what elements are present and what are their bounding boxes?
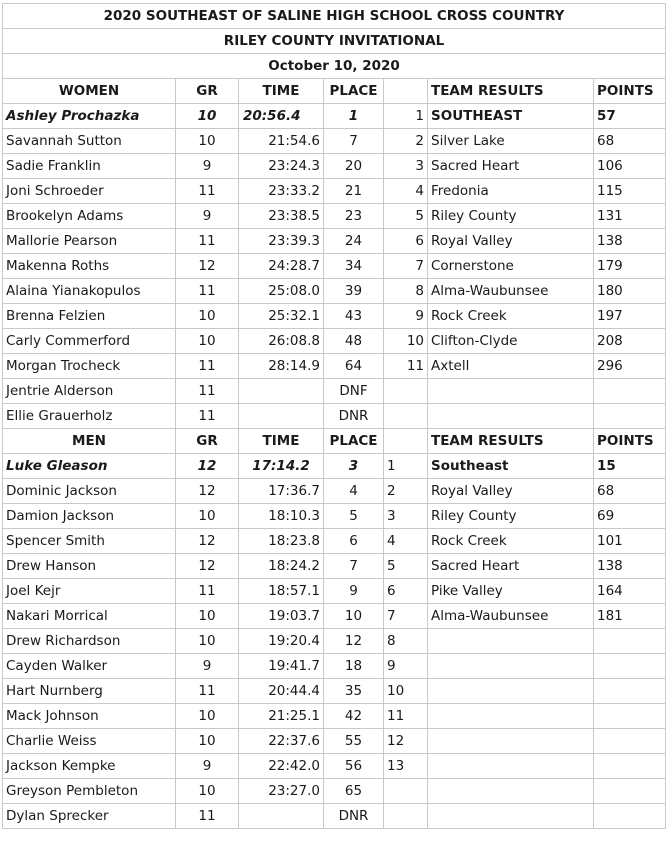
team-name: Silver Lake xyxy=(428,129,594,154)
runner-time: 19:03.7 xyxy=(239,604,324,629)
men-place-header: PLACE xyxy=(324,429,384,454)
runner-grade: 10 xyxy=(176,729,239,754)
team-name: Fredonia xyxy=(428,179,594,204)
team-points: 208 xyxy=(594,329,666,354)
men-grade-header: GR xyxy=(176,429,239,454)
women-runner-row xyxy=(3,279,666,304)
men-runner-row xyxy=(3,554,666,579)
team-rank: 2 xyxy=(384,129,428,154)
runner-time: 28:14.9 xyxy=(239,354,324,379)
runner-grade: 10 xyxy=(176,104,239,129)
women-time-header: TIME xyxy=(239,79,324,104)
runner-name: Dylan Sprecker xyxy=(3,804,176,829)
team-points: 179 xyxy=(594,254,666,279)
runner-grade: 12 xyxy=(176,529,239,554)
team-rank: 1 xyxy=(384,104,428,129)
runner-time: 23:27.0 xyxy=(239,779,324,804)
empty-cell xyxy=(594,654,666,679)
runner-grade: 9 xyxy=(176,204,239,229)
runner-grade: 11 xyxy=(176,354,239,379)
women-runner-row xyxy=(3,129,666,154)
runner-time xyxy=(239,404,324,429)
team-points: 180 xyxy=(594,279,666,304)
scoring-rank: 10 xyxy=(384,679,428,704)
runner-place: 9 xyxy=(324,579,384,604)
men-runner-row xyxy=(3,504,666,529)
runner-name: Jentrie Alderson xyxy=(3,379,176,404)
runner-place: DNR xyxy=(324,804,384,829)
men-runner-row xyxy=(3,779,666,804)
runner-name: Damion Jackson xyxy=(3,504,176,529)
runner-time: 20:56.4 xyxy=(239,104,324,129)
runner-place: 10 xyxy=(324,604,384,629)
empty-cell xyxy=(428,629,594,654)
team-points: 131 xyxy=(594,204,666,229)
women-name-header: WOMEN xyxy=(3,79,176,104)
men-runner-row xyxy=(3,629,666,654)
runner-place: 42 xyxy=(324,704,384,729)
runner-place: 23 xyxy=(324,204,384,229)
runner-time: 23:38.5 xyxy=(239,204,324,229)
empty-cell xyxy=(384,779,428,804)
men-runner-row xyxy=(3,729,666,754)
team-name: Axtell xyxy=(428,354,594,379)
runner-place: 18 xyxy=(324,654,384,679)
scoring-rank: 1 xyxy=(384,454,428,479)
team-name: Royal Valley xyxy=(428,229,594,254)
team-rank: 10 xyxy=(384,329,428,354)
runner-place: 24 xyxy=(324,229,384,254)
runner-name: Ashley Prochazka xyxy=(3,104,176,129)
runner-place: 12 xyxy=(324,629,384,654)
runner-name: Brenna Felzien xyxy=(3,304,176,329)
runner-name: Savannah Sutton xyxy=(3,129,176,154)
runner-time: 26:08.8 xyxy=(239,329,324,354)
team-name: Clifton-Clyde xyxy=(428,329,594,354)
runner-time: 18:10.3 xyxy=(239,504,324,529)
runner-time: 23:33.2 xyxy=(239,179,324,204)
men-team-header: TEAM RESULTS xyxy=(428,429,594,454)
empty-cell xyxy=(428,704,594,729)
runner-place: 5 xyxy=(324,504,384,529)
team-name: Sacred Heart xyxy=(428,554,594,579)
team-points: 115 xyxy=(594,179,666,204)
team-points: 296 xyxy=(594,354,666,379)
team-name: Cornerstone xyxy=(428,254,594,279)
runner-grade: 10 xyxy=(176,629,239,654)
women-runner-row xyxy=(3,254,666,279)
runner-grade: 11 xyxy=(176,804,239,829)
runner-time: 23:24.3 xyxy=(239,154,324,179)
team-name: Pike Valley xyxy=(428,579,594,604)
scoring-rank: 6 xyxy=(384,579,428,604)
runner-time: 19:41.7 xyxy=(239,654,324,679)
empty-cell xyxy=(594,379,666,404)
runner-time xyxy=(239,804,324,829)
runner-time: 22:37.6 xyxy=(239,729,324,754)
men-runner-row xyxy=(3,454,666,479)
runner-name: Dominic Jackson xyxy=(3,479,176,504)
runner-name: Greyson Pembleton xyxy=(3,779,176,804)
runner-place: 35 xyxy=(324,679,384,704)
empty-cell xyxy=(384,804,428,829)
women-runner-row xyxy=(3,104,666,129)
men-points-header: POINTS xyxy=(594,429,666,454)
empty-cell xyxy=(428,729,594,754)
runner-grade: 12 xyxy=(176,554,239,579)
team-rank: 4 xyxy=(384,179,428,204)
team-points: 101 xyxy=(594,529,666,554)
empty-cell xyxy=(428,379,594,404)
empty-cell xyxy=(428,679,594,704)
women-grade-header: GR xyxy=(176,79,239,104)
empty-cell xyxy=(594,404,666,429)
men-runner-row xyxy=(3,604,666,629)
men-runner-row xyxy=(3,479,666,504)
runner-name: Cayden Walker xyxy=(3,654,176,679)
runner-place: 34 xyxy=(324,254,384,279)
scoring-rank: 2 xyxy=(384,479,428,504)
runner-name: Joni Schroeder xyxy=(3,179,176,204)
team-name: Riley County xyxy=(428,504,594,529)
runner-place: 1 xyxy=(324,104,384,129)
runner-name: Drew Richardson xyxy=(3,629,176,654)
runner-time: 19:20.4 xyxy=(239,629,324,654)
runner-name: Luke Gleason xyxy=(3,454,176,479)
women-team-header: TEAM RESULTS xyxy=(428,79,594,104)
women-runner-row xyxy=(3,404,666,429)
men-runner-row xyxy=(3,579,666,604)
scoring-rank: 8 xyxy=(384,629,428,654)
runner-name: Mack Johnson xyxy=(3,704,176,729)
scoring-rank: 5 xyxy=(384,554,428,579)
runner-grade: 11 xyxy=(176,404,239,429)
empty-cell xyxy=(594,704,666,729)
runner-time: 18:24.2 xyxy=(239,554,324,579)
empty-cell xyxy=(428,654,594,679)
date-banner: October 10, 2020 xyxy=(3,54,666,79)
runner-time: 17:36.7 xyxy=(239,479,324,504)
team-rank: 3 xyxy=(384,154,428,179)
runner-time: 21:54.6 xyxy=(239,129,324,154)
scoring-rank: 7 xyxy=(384,604,428,629)
team-name: Rock Creek xyxy=(428,529,594,554)
empty-cell xyxy=(428,804,594,829)
runner-grade: 11 xyxy=(176,179,239,204)
team-points: 68 xyxy=(594,129,666,154)
team-points: 138 xyxy=(594,554,666,579)
runner-name: Charlie Weiss xyxy=(3,729,176,754)
runner-grade: 10 xyxy=(176,604,239,629)
results-table xyxy=(2,3,666,829)
empty-cell xyxy=(384,404,428,429)
team-rank: 8 xyxy=(384,279,428,304)
runner-name: Brookelyn Adams xyxy=(3,204,176,229)
runner-grade: 12 xyxy=(176,479,239,504)
women-rank-header xyxy=(384,79,428,104)
team-name: SOUTHEAST xyxy=(428,104,594,129)
runner-time: 25:08.0 xyxy=(239,279,324,304)
women-runner-row xyxy=(3,229,666,254)
empty-cell xyxy=(594,804,666,829)
runner-name: Nakari Morrical xyxy=(3,604,176,629)
runner-time: 22:42.0 xyxy=(239,754,324,779)
women-runner-row xyxy=(3,329,666,354)
runner-time: 25:32.1 xyxy=(239,304,324,329)
runner-grade: 12 xyxy=(176,454,239,479)
men-rank-header xyxy=(384,429,428,454)
runner-grade: 11 xyxy=(176,379,239,404)
empty-cell xyxy=(594,729,666,754)
title-banner: 2020 SOUTHEAST OF SALINE HIGH SCHOOL CROSS COUNTRY xyxy=(3,4,666,29)
runner-name: Morgan Trocheck xyxy=(3,354,176,379)
men-name-header: MEN xyxy=(3,429,176,454)
men-runner-row xyxy=(3,804,666,829)
runner-time: 20:44.4 xyxy=(239,679,324,704)
scoring-rank: 13 xyxy=(384,754,428,779)
women-points-header: POINTS xyxy=(594,79,666,104)
women-runner-row xyxy=(3,204,666,229)
women-place-header: PLACE xyxy=(324,79,384,104)
runner-place: 21 xyxy=(324,179,384,204)
scoring-rank: 9 xyxy=(384,654,428,679)
runner-place: 20 xyxy=(324,154,384,179)
runner-place: 7 xyxy=(324,554,384,579)
runner-grade: 11 xyxy=(176,229,239,254)
runner-grade: 10 xyxy=(176,304,239,329)
team-points: 181 xyxy=(594,604,666,629)
runner-time: 17:14.2 xyxy=(239,454,324,479)
runner-grade: 9 xyxy=(176,154,239,179)
empty-cell xyxy=(428,404,594,429)
runner-time: 18:23.8 xyxy=(239,529,324,554)
empty-cell xyxy=(594,754,666,779)
runner-grade: 10 xyxy=(176,329,239,354)
scoring-rank: 3 xyxy=(384,504,428,529)
runner-grade: 10 xyxy=(176,129,239,154)
team-points: 57 xyxy=(594,104,666,129)
runner-place: 64 xyxy=(324,354,384,379)
runner-place: DNF xyxy=(324,379,384,404)
runner-name: Mallorie Pearson xyxy=(3,229,176,254)
runner-place: 56 xyxy=(324,754,384,779)
team-name: Alma-Waubunsee xyxy=(428,604,594,629)
team-rank: 7 xyxy=(384,254,428,279)
team-name: Southeast xyxy=(428,454,594,479)
runner-grade: 10 xyxy=(176,704,239,729)
runner-place: 4 xyxy=(324,479,384,504)
men-header-row xyxy=(3,429,666,454)
runner-time: 21:25.1 xyxy=(239,704,324,729)
team-points: 106 xyxy=(594,154,666,179)
men-runner-row xyxy=(3,754,666,779)
women-runner-row xyxy=(3,154,666,179)
team-points: 197 xyxy=(594,304,666,329)
runner-grade: 12 xyxy=(176,254,239,279)
runner-place: 39 xyxy=(324,279,384,304)
meet-banner: RILEY COUNTY INVITATIONAL xyxy=(3,29,666,54)
team-name: Riley County xyxy=(428,204,594,229)
runner-grade: 11 xyxy=(176,579,239,604)
team-rank: 9 xyxy=(384,304,428,329)
runner-name: Spencer Smith xyxy=(3,529,176,554)
team-name: Alma-Waubunsee xyxy=(428,279,594,304)
scoring-rank: 12 xyxy=(384,729,428,754)
runner-place: 7 xyxy=(324,129,384,154)
men-runner-row xyxy=(3,529,666,554)
men-runner-row xyxy=(3,654,666,679)
runner-place: 3 xyxy=(324,454,384,479)
empty-cell xyxy=(594,629,666,654)
runner-grade: 11 xyxy=(176,279,239,304)
empty-cell xyxy=(428,754,594,779)
runner-time: 24:28.7 xyxy=(239,254,324,279)
women-header-row xyxy=(3,79,666,104)
men-runner-row xyxy=(3,679,666,704)
women-runner-row xyxy=(3,304,666,329)
empty-cell xyxy=(594,779,666,804)
runner-grade: 10 xyxy=(176,504,239,529)
women-runner-row xyxy=(3,179,666,204)
empty-cell xyxy=(594,679,666,704)
runner-grade: 10 xyxy=(176,779,239,804)
runner-place: DNR xyxy=(324,404,384,429)
runner-name: Makenna Roths xyxy=(3,254,176,279)
runner-name: Drew Hanson xyxy=(3,554,176,579)
women-runner-row xyxy=(3,354,666,379)
team-points: 69 xyxy=(594,504,666,529)
scoring-rank: 11 xyxy=(384,704,428,729)
runner-grade: 9 xyxy=(176,754,239,779)
women-runner-row xyxy=(3,379,666,404)
runner-name: Alaina Yianakopulos xyxy=(3,279,176,304)
scoring-rank: 4 xyxy=(384,529,428,554)
runner-name: Jackson Kempke xyxy=(3,754,176,779)
men-runner-row xyxy=(3,704,666,729)
team-rank: 11 xyxy=(384,354,428,379)
runner-place: 55 xyxy=(324,729,384,754)
team-points: 138 xyxy=(594,229,666,254)
runner-grade: 11 xyxy=(176,679,239,704)
runner-time: 23:39.3 xyxy=(239,229,324,254)
team-name: Royal Valley xyxy=(428,479,594,504)
runner-grade: 9 xyxy=(176,654,239,679)
empty-cell xyxy=(428,779,594,804)
team-rank: 6 xyxy=(384,229,428,254)
team-name: Sacred Heart xyxy=(428,154,594,179)
runner-place: 6 xyxy=(324,529,384,554)
team-rank: 5 xyxy=(384,204,428,229)
runner-name: Ellie Grauerholz xyxy=(3,404,176,429)
team-points: 68 xyxy=(594,479,666,504)
runner-name: Sadie Franklin xyxy=(3,154,176,179)
team-name: Rock Creek xyxy=(428,304,594,329)
men-time-header: TIME xyxy=(239,429,324,454)
team-points: 164 xyxy=(594,579,666,604)
runner-place: 65 xyxy=(324,779,384,804)
runner-time xyxy=(239,379,324,404)
team-points: 15 xyxy=(594,454,666,479)
runner-name: Carly Commerford xyxy=(3,329,176,354)
runner-place: 48 xyxy=(324,329,384,354)
runner-name: Hart Nurnberg xyxy=(3,679,176,704)
runner-name: Joel Kejr xyxy=(3,579,176,604)
runner-place: 43 xyxy=(324,304,384,329)
empty-cell xyxy=(384,379,428,404)
runner-time: 18:57.1 xyxy=(239,579,324,604)
